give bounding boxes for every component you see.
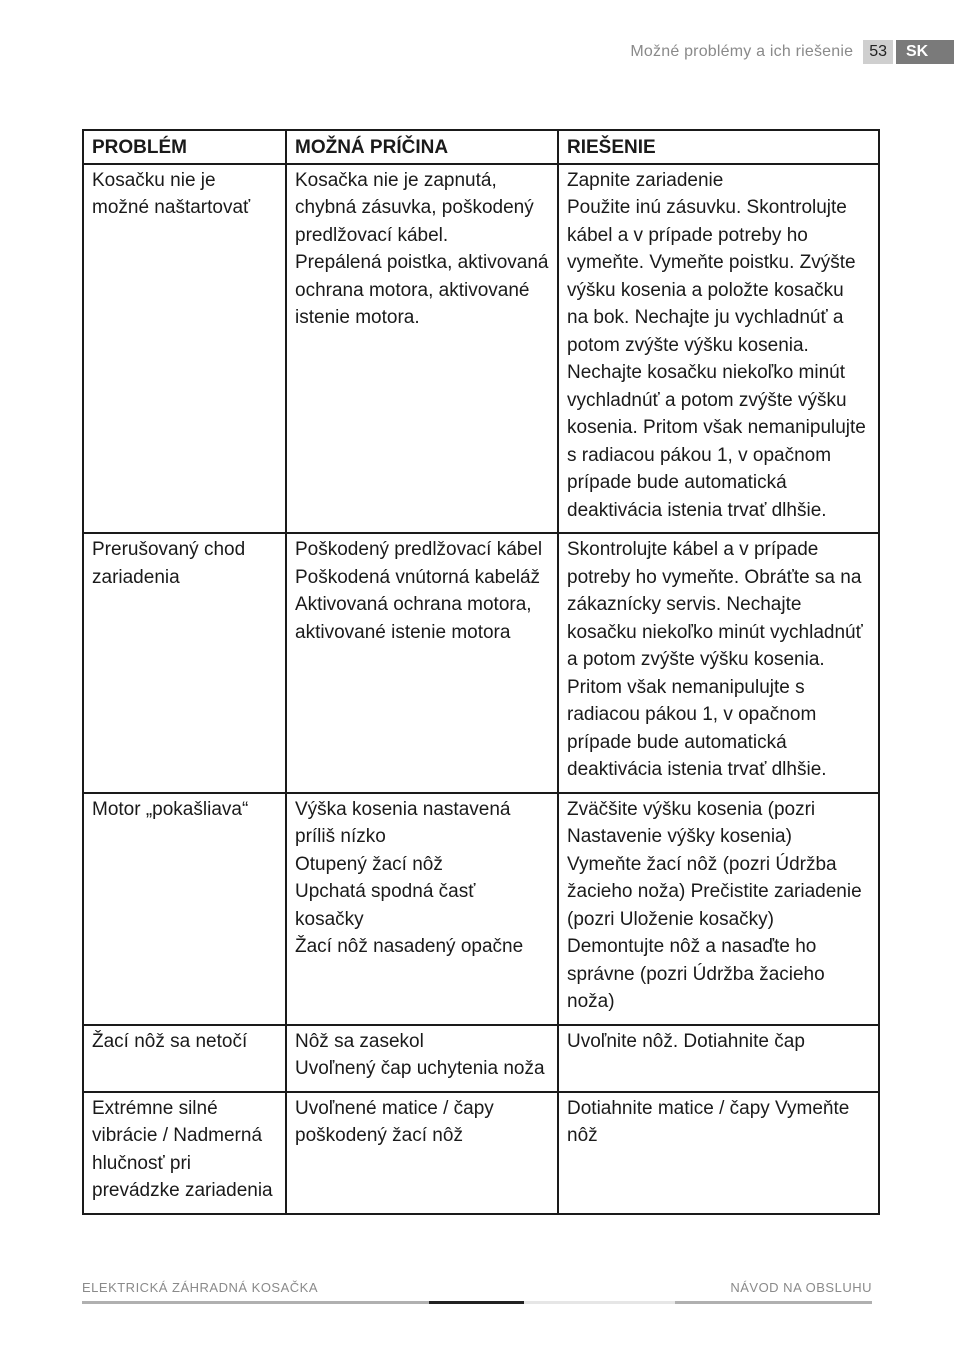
cause-cell xyxy=(286,1025,558,1092)
cell-text: Použite inú zásuvku. Skontrolujte kábel a v prípade potreby ho vymeňte. Vymeňte poistku. Zvýšte výšku kosenia a položte kosačku na bok. Nechajte ju vychladnúť a potom zvýšte výšku kosenia. Nechajte kosačku niekoľko minút vychladnúť a potom zvýšte výšku kosenia. Pritom však nemanipulujte s radiacou pákou 1, v opačnom prípade bude automatická deaktivácia istenia trvať dlhšie. xyxy=(567,197,866,521)
cause-cell xyxy=(286,164,558,534)
problem-cell xyxy=(83,533,286,793)
cause-cell xyxy=(286,1092,558,1214)
language-badge: SK xyxy=(896,40,954,64)
cell-text: Motor „pokašliava“ xyxy=(92,798,249,820)
column-header-solution: RIEŠENIE xyxy=(558,130,879,164)
table-header-row xyxy=(83,130,879,164)
cell-text: Uvoľnený čap uchytenia noža xyxy=(295,1058,545,1079)
footer-divider xyxy=(82,1301,872,1304)
column-header-problem: PROBLÉM xyxy=(83,130,286,164)
page-number: 53 xyxy=(863,40,893,64)
solution-cell xyxy=(558,793,879,1025)
table-row xyxy=(83,533,879,793)
cell-text: Poškodená vnútorná kabeláž xyxy=(295,566,541,588)
footer-product-name: ELEKTRICKÁ ZÁHRADNÁ KOSAČKA xyxy=(82,1280,318,1295)
problem-cell xyxy=(83,1092,286,1214)
table-row xyxy=(83,1025,879,1092)
cell-text: Kosačku nie je možné naštartovať xyxy=(92,169,251,218)
problem-cell xyxy=(83,1025,286,1092)
table-row xyxy=(83,793,879,1025)
cell-text: Vymeňte žací nôž (pozri Údržba žacieho noža) Prečistite zariadenie (pozri Uloženie kosačky) Demontujte nôž a nasaďte ho správne (pozri Údržba žacieho noža) xyxy=(567,853,862,1012)
table-row xyxy=(83,164,879,534)
cell-text: Poškodený predlžovací kábel xyxy=(295,539,543,560)
cell-text: Dotiahnite matice / čapy Vymeňte nôž xyxy=(567,1097,850,1146)
cell-text: Extrémne silné vibrácie / Nadmerná hlučnosť pri prevádzke zariadenia xyxy=(92,1097,273,1201)
cell-text: Prepálená poistka, aktivovaná ochrana motora, aktivované istenie motora. xyxy=(295,252,549,328)
footer-bar-segment xyxy=(524,1301,675,1304)
footer-bar-segment xyxy=(675,1301,872,1304)
cell-text: Žací nôž nasadený opačne xyxy=(295,936,524,957)
footer-document-type: NÁVOD NA OBSLUHU xyxy=(730,1280,872,1295)
page-footer xyxy=(82,1280,872,1304)
cause-cell xyxy=(286,793,558,1025)
cell-text: Uvoľnené matice / čapy poškodený žací nôž xyxy=(295,1097,494,1146)
solution-cell xyxy=(558,1092,879,1214)
cell-text: Upchatá spodná časť kosačky xyxy=(295,881,476,930)
solution-cell xyxy=(558,533,879,793)
section-title: Možné problémy a ich riešenie xyxy=(630,43,854,60)
cell-text: Otupený žací nôž xyxy=(295,853,443,875)
cell-text: Skontrolujte kábel a v prípade potreby ho vymeňte. Obráťte sa na zákaznícky servis. Nechajte kosačku niekoľko minút vychladnúť a potom zvýšte výšku kosenia. Pritom však nemanipulujte s radiacou pákou 1, v opačnom prípade bude automatická deaktivácia istenia trvať dlhšie. xyxy=(567,539,863,780)
troubleshooting-table xyxy=(82,129,880,1215)
cell-text: Uvoľnite nôž. Dotiahnite čap xyxy=(567,1030,805,1052)
solution-cell xyxy=(558,1025,879,1092)
cell-text: Nôž sa zasekol xyxy=(295,1030,424,1052)
problem-cell xyxy=(83,164,286,534)
table-row xyxy=(83,1092,879,1214)
footer-bar-segment xyxy=(429,1301,524,1304)
solution-cell xyxy=(558,164,879,534)
cell-text: Výška kosenia nastavená príliš nízko xyxy=(295,798,511,847)
cell-text: Aktivovaná ochrana motora, aktivované istenie motora xyxy=(295,594,532,643)
cell-text: Zapnite zariadenie xyxy=(567,169,724,191)
cell-text: Zväčšite výšku kosenia (pozri Nastavenie výšky kosenia) xyxy=(567,798,816,847)
column-header-cause: MOŽNÁ PRÍČINA xyxy=(286,130,558,164)
footer-bar-segment xyxy=(82,1301,429,1304)
cell-text: Kosačka nie je zapnutá, chybná zásuvka, poškodený predlžovací kábel. xyxy=(295,169,534,246)
cell-text: Žací nôž sa netočí xyxy=(92,1030,248,1052)
problem-cell xyxy=(83,793,286,1025)
cause-cell xyxy=(286,533,558,793)
cell-text: Prerušovaný chod zariadenia xyxy=(92,539,246,588)
page-header xyxy=(630,40,954,64)
